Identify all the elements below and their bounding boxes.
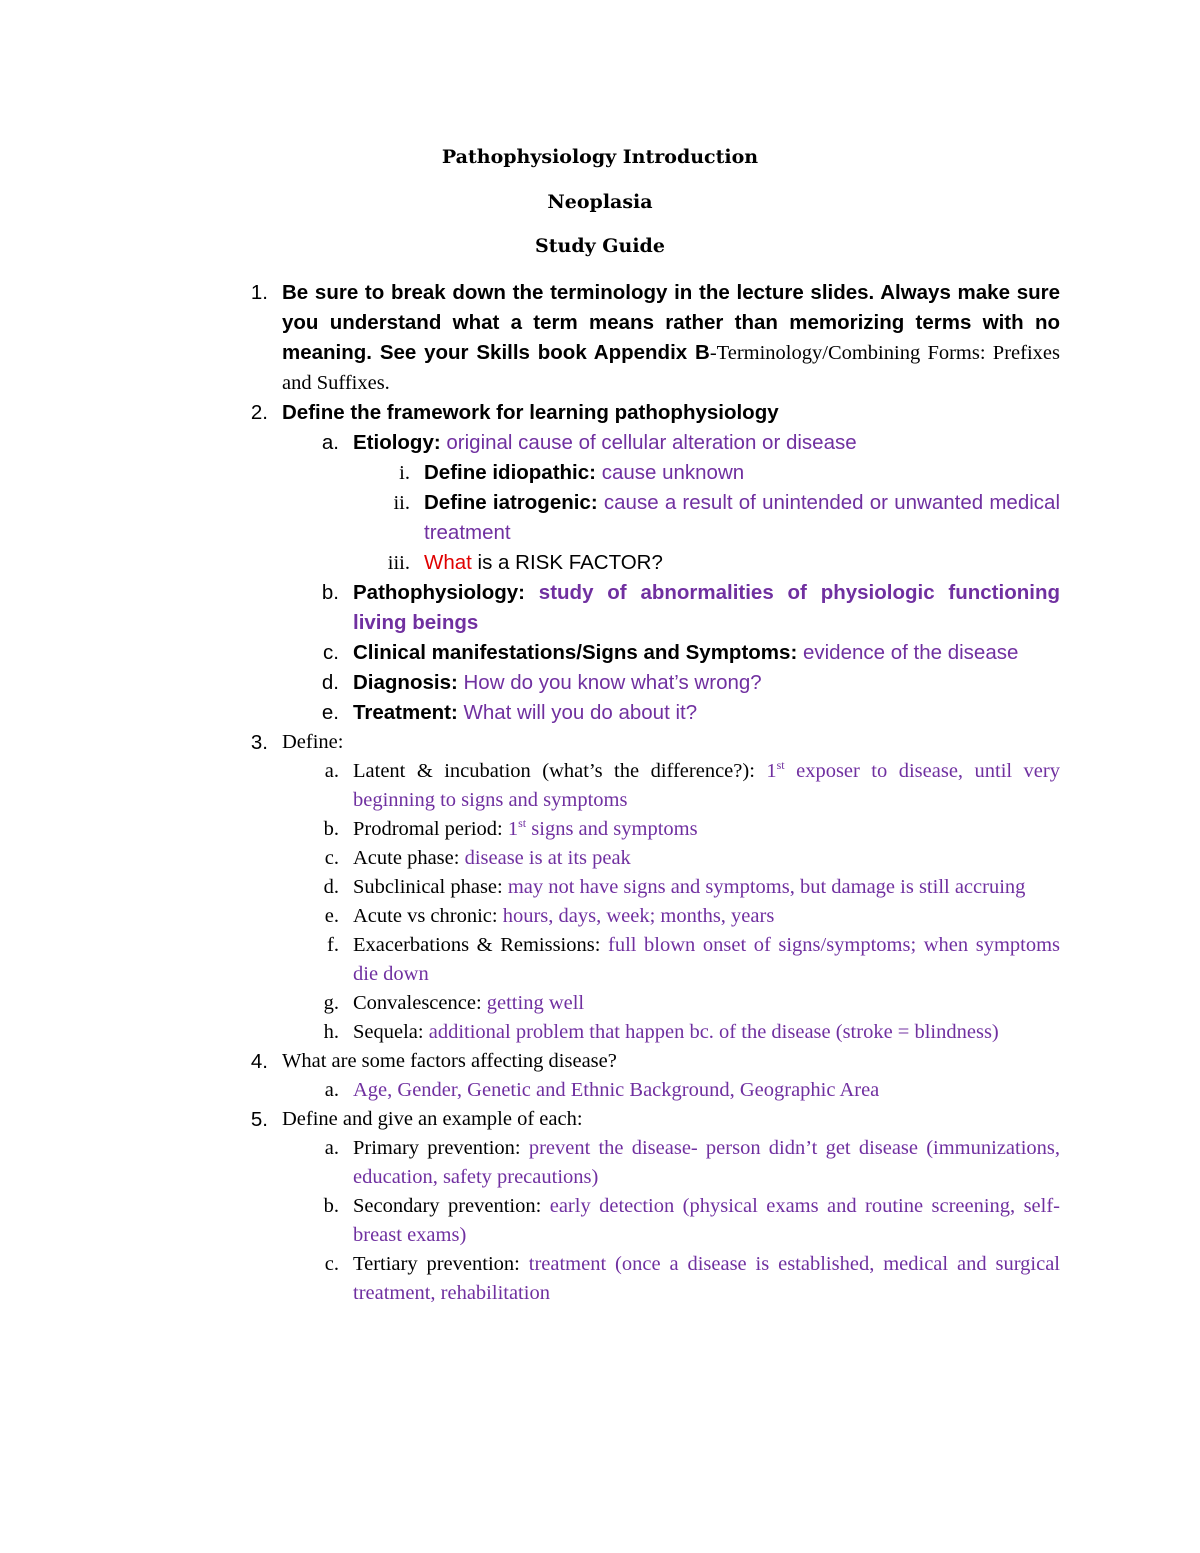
term-text: is a RISK FACTOR?: [471, 551, 663, 574]
list-number: 4.: [250, 1050, 268, 1073]
term-label: Define iatrogenic: [424, 491, 591, 514]
term-label: Subclinical phase:: [353, 876, 503, 898]
list-letter: c.: [323, 641, 339, 664]
list-item-3e: [240, 902, 1060, 931]
list-item-2b: b. Pathophysiology: study of abnormalities of physiologic functioning living beings: [240, 578, 1060, 638]
list-letter: g.: [323, 992, 339, 1014]
list-letter: e.: [321, 701, 339, 724]
term-label: Pathophysiology: [353, 581, 519, 604]
list-letter: b.: [321, 581, 339, 604]
list-item-3d: [240, 873, 1060, 902]
list-item-1: [240, 278, 1060, 398]
term-label: Acute phase:: [353, 847, 460, 869]
term-answer: What will you do about it?: [463, 701, 698, 724]
list-item-3a: [240, 757, 1060, 815]
q2-heading: Define the framework for learning pathophysiology: [282, 401, 779, 424]
q3-heading: Define:: [282, 731, 344, 753]
list-letter: d.: [321, 671, 339, 694]
term-label: Convalescence:: [353, 992, 482, 1014]
term-label: Sequela:: [353, 1021, 424, 1043]
list-letter: b.: [323, 818, 339, 840]
list-roman: ii.: [393, 492, 410, 514]
document-header: [0, 140, 1200, 274]
term-label: Clinical manifestations/Signs and Symptoms: [353, 641, 791, 664]
term-answer: study of abnormalities of physiologic functioning living beings: [353, 581, 1060, 634]
document-subtitle: Neoplasia: [547, 190, 653, 213]
term-answer: 1st signs and symptoms: [507, 816, 698, 840]
list-roman: iii.: [387, 552, 410, 574]
list-letter: d.: [323, 876, 339, 898]
list-letter: e.: [324, 905, 339, 927]
q4-heading: What are some factors affecting disease?: [282, 1050, 617, 1072]
term-label: Exacerbations & Remissions:: [353, 934, 601, 956]
list-item-4: [240, 1047, 1060, 1076]
list-item-2c: c. Clinical manifestations/Signs and Symptoms: evidence of the disease: [240, 638, 1060, 668]
term-answer: treatment (once a disease is established, medical and surgical treatment, rehabilitation: [353, 1253, 1061, 1304]
list-item-3c: [240, 844, 1060, 873]
list-letter: a.: [321, 431, 339, 454]
list-item-3h: [240, 1018, 1060, 1047]
term-answer: full blown onset of signs/symptoms; when symptoms die down: [353, 934, 1061, 985]
term-answer: How do you know what’s wrong?: [463, 671, 762, 694]
term-label: Acute vs chronic:: [353, 905, 498, 927]
q1-plain-text: -Terminology/Combining Forms: Prefixes and Suffixes.: [282, 342, 1060, 394]
list-letter: a.: [324, 1137, 339, 1159]
list-item-5c: [240, 1250, 1060, 1308]
list-item-2a-iii: [240, 548, 1060, 578]
q5-heading: Define and give an example of each:: [282, 1108, 583, 1130]
term-answer: may not have signs and symptoms, but damage is still accruing: [507, 876, 1026, 898]
list-letter: c.: [324, 847, 339, 869]
list-item-5a: [240, 1134, 1060, 1192]
term-answer: additional problem that happen bc. of the disease (stroke = blindness): [428, 1021, 999, 1043]
term-label: Latent & incubation (what’s the difference?):: [353, 760, 755, 782]
list-letter: a.: [324, 1079, 339, 1101]
term-answer: 1st exposer to disease, until very beginning to signs and symptoms: [353, 758, 1060, 811]
term-label: Secondary prevention:: [353, 1195, 542, 1217]
list-item-2e: e. Treatment: What will you do about it?: [240, 698, 1060, 728]
term-answer: hours, days, week; months, years: [502, 905, 775, 927]
list-item-5: [240, 1105, 1060, 1134]
list-item-2: [240, 398, 1060, 428]
document-title: Pathophysiology Introduction: [441, 146, 759, 168]
list-letter: c.: [324, 1253, 339, 1275]
term-answer: getting well: [486, 992, 585, 1014]
list-item-3f: [240, 931, 1060, 989]
term-answer: evidence of the disease: [802, 641, 1019, 664]
list-number: 1.: [250, 281, 268, 304]
list-number: 5.: [250, 1108, 268, 1131]
term-answer: cause unknown: [601, 461, 745, 484]
list-item-3g: [240, 989, 1060, 1018]
list-item-4a: [240, 1076, 1060, 1105]
list-item-3: [240, 728, 1060, 757]
list-roman: i.: [399, 462, 410, 484]
list-letter: h.: [323, 1021, 339, 1043]
term-label: Tertiary prevention:: [353, 1253, 520, 1275]
term-answer: original cause of cellular alteration or disease: [446, 431, 857, 454]
term-answer: early detection (physical exams and routine screening, self-breast exams): [353, 1195, 1061, 1246]
list-number: 2.: [250, 401, 268, 424]
highlight-word: What: [424, 551, 472, 574]
term-answer: prevent the disease- person didn’t get disease (immunizations, education, safety precautions): [353, 1137, 1061, 1188]
list-item-2a: a. Etiology: original cause of cellular alteration or disease: [240, 428, 1060, 458]
term-label: Diagnosis: [353, 671, 451, 694]
list-letter: b.: [323, 1195, 339, 1217]
term-answer: disease is at its peak: [464, 847, 631, 869]
list-item-5b: [240, 1192, 1060, 1250]
term-label: Etiology: [353, 431, 434, 454]
study-guide-list: [240, 278, 1060, 1308]
term-label: Treatment: [353, 701, 451, 724]
term-label: Prodromal period:: [353, 818, 503, 840]
list-item-2a-ii: ii. Define iatrogenic: cause a result of unintended or unwanted medical treatment: [240, 488, 1060, 548]
q1-bold-text: Be sure to break down the terminology in the lecture slides. Always make sure you understand what a term means rather than memorizing terms with no meaning. See your Skills book Appendix B: [282, 281, 1060, 364]
term-label: Primary prevention:: [353, 1137, 521, 1159]
term-label: Define idiopathic: [424, 461, 590, 484]
list-item-2d: d. Diagnosis: How do you know what’s wrong?: [240, 668, 1060, 698]
list-letter: f.: [327, 934, 339, 956]
list-letter: a.: [324, 760, 339, 782]
list-number: 3.: [250, 731, 268, 754]
list-item-3b: [240, 815, 1060, 844]
list-item-2a-i: i. Define idiopathic: cause unknown: [240, 458, 1060, 488]
term-answer: Age, Gender, Genetic and Ethnic Background, Geographic Area: [353, 1079, 880, 1101]
term-answer: cause a result of unintended or unwanted medical treatment: [424, 491, 1060, 544]
document-subtitle-2: Study Guide: [535, 235, 665, 257]
list-item-text: [282, 278, 1060, 398]
